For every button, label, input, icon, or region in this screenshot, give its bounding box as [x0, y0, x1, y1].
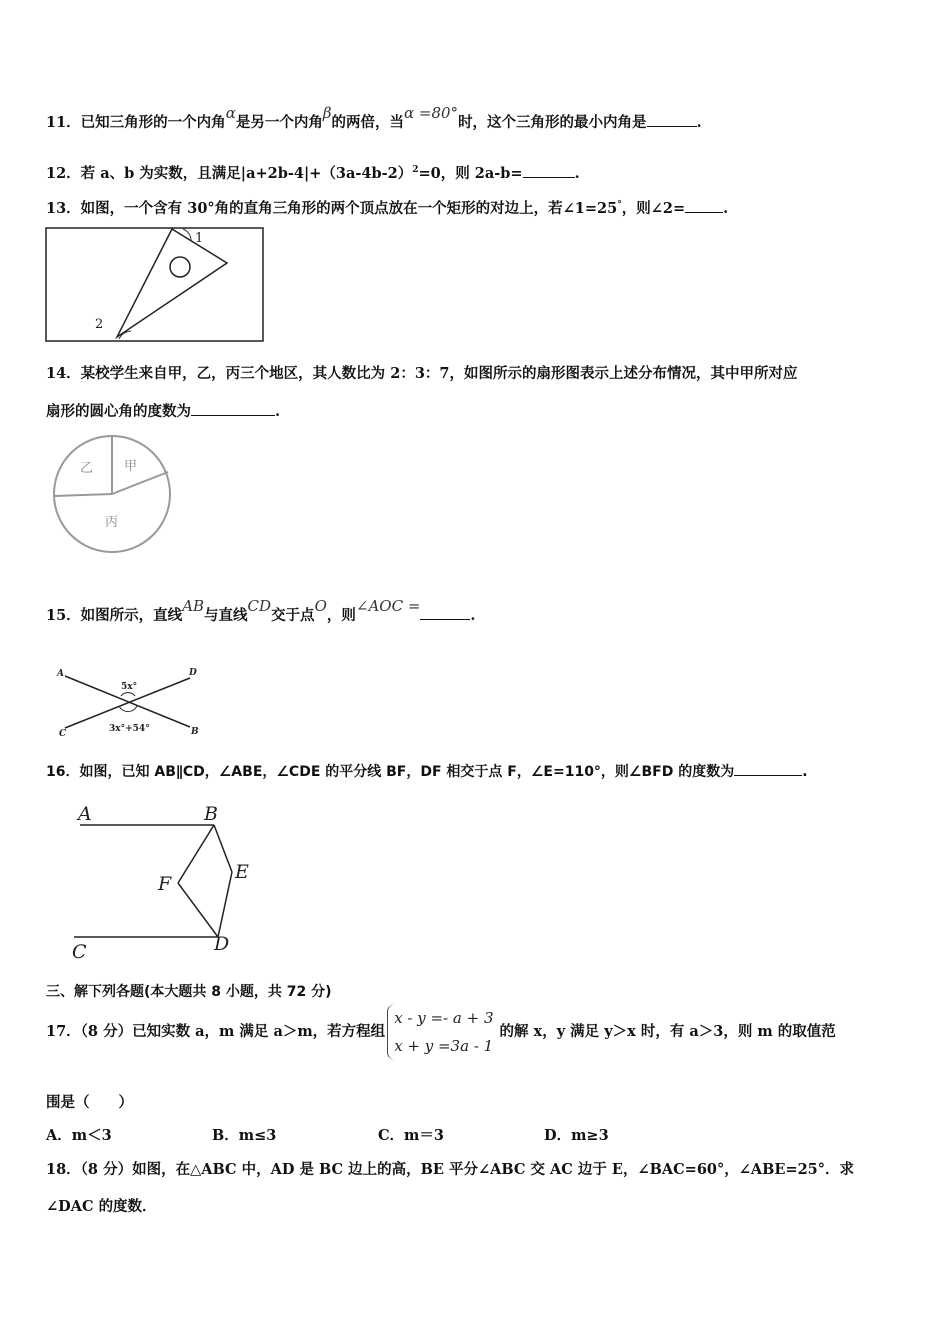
q13-figure — [45, 227, 265, 343]
q12-text: =0，则 2a-b= — [418, 165, 523, 182]
pie-divider-left — [54, 494, 112, 496]
answer-blank — [191, 401, 275, 416]
equation-2: x + y =3a - 1 — [394, 1037, 494, 1055]
angle-2-label: 2 — [95, 317, 104, 332]
angle-1-label: 1 — [195, 231, 204, 246]
equation-1: x - y =- a + 3 — [394, 1009, 494, 1027]
option-c: C．m＝3 — [378, 1127, 444, 1144]
q14-text: 14．某校学生来自甲，乙，丙三个地区，其人数比为 2：3：7，如图所示的扇形图表示上述分布情况，其中甲所对应 — [46, 365, 798, 382]
q13-text: ，则∠2= — [621, 200, 686, 217]
q11-text: 的两倍，当 — [331, 114, 404, 131]
q17-text: 17．（8 分）已知实数 a，m 满足 a＞m，若方程组 — [46, 1023, 386, 1040]
bottom-angle-arc — [119, 706, 137, 712]
q15-text: 15．如图所示，直线 — [46, 607, 183, 624]
triangle-hole — [170, 257, 190, 277]
answer-blank — [734, 761, 802, 776]
segment-bf — [178, 825, 214, 883]
q15-figure — [55, 664, 205, 740]
question-18: 18．（8 分）如图，在△ABC 中，AD 是 BC 边上的高，BE 平分∠ABC 交 AC 边于 E，∠BAC=60°，∠ABE=25°．求 — [46, 1161, 855, 1178]
segment-ed — [218, 872, 232, 937]
sector-bing-label: 丙 — [105, 515, 119, 530]
q16-figure — [68, 800, 258, 964]
sector-yi-label: 乙 — [80, 461, 94, 476]
q11-end: . — [696, 114, 702, 131]
point-b-label: B — [204, 803, 218, 825]
q15-end: . — [470, 607, 476, 624]
point-d-label: D — [189, 668, 197, 678]
q15-text: 与直线 — [204, 607, 248, 624]
q15-angle: ∠AOC = — [355, 597, 421, 615]
q17-text: 的解 x，y 满足 y＞x 时，有 a＞3，则 m 的取值范 — [499, 1023, 836, 1040]
question-13 — [46, 195, 728, 219]
option-d: D．m≥3 — [544, 1127, 609, 1144]
q13-end: . — [723, 200, 729, 217]
bottom-angle-label: 3x°+54° — [109, 724, 150, 734]
segment-fd — [178, 883, 218, 937]
top-angle-label: 5x° — [121, 682, 138, 692]
answer-blank — [685, 198, 723, 213]
q16-end: . — [802, 764, 808, 780]
answer-blank — [523, 163, 575, 178]
sector-jia-label: 甲 — [124, 459, 138, 474]
q16-text: 16．如图，已知 AB∥CD，∠ABE，∠CDE 的平分线 BF，DF 相交于点 F，∠E=110°，则∠BFD 的度数为 — [46, 764, 735, 780]
right-triangle — [117, 229, 227, 337]
option-b: B．m≤3 — [212, 1127, 277, 1144]
point-a-label: A — [78, 803, 92, 825]
answer-blank — [647, 112, 697, 127]
pie-chart — [50, 434, 174, 558]
point-a-label: A — [57, 669, 64, 679]
question-14 — [46, 364, 798, 384]
point-f-label: F — [158, 873, 172, 895]
question-18-continued: ∠DAC 的度数． — [46, 1198, 157, 1215]
question-12 — [46, 160, 580, 184]
question-15 — [46, 597, 476, 626]
question-17 — [46, 1004, 836, 1060]
q15-line-ab: AB — [182, 597, 205, 615]
rectangle — [46, 228, 263, 341]
point-c-label: C — [72, 941, 87, 963]
question-16 — [46, 761, 808, 782]
q15-line-cd: CD — [247, 597, 272, 615]
q11-condition: α =80° — [404, 104, 459, 122]
point-e-label: E — [235, 861, 249, 883]
answer-blank — [420, 605, 470, 620]
option-a: A．m＜3 — [46, 1127, 112, 1144]
point-b-label: B — [191, 727, 199, 737]
q15-text: 交于点 — [271, 607, 315, 624]
q11-text: 是另一个内角 — [235, 114, 323, 131]
question-14-continued — [46, 401, 280, 422]
top-angle-arc — [121, 693, 135, 696]
section-3-heading: 三、解下列各题(本大题共 8 小题，共 72 分) — [46, 984, 332, 1000]
q12-exponent: 2 — [412, 165, 419, 175]
q13-degree: ° — [617, 200, 622, 210]
segment-be — [214, 825, 232, 872]
q11-alpha: α — [225, 104, 236, 122]
pie-divider-right — [112, 472, 168, 494]
question-17-continued: 围是（ ） — [46, 1094, 133, 1111]
q12-text: 12．若 a、b 为实数，且满足|a+2b-4|+（3a-4b-2） — [46, 165, 413, 182]
question-11 — [46, 104, 702, 133]
point-c-label: C — [59, 729, 67, 739]
q15-point-o: O — [314, 597, 327, 615]
q11-text: 时，这个三角形的最小内角是 — [458, 114, 647, 131]
q11-text: 11．已知三角形的一个内角 — [46, 114, 226, 131]
equation-system — [387, 1004, 493, 1060]
q13-text: 13．如图，一个含有 30°角的直角三角形的两个顶点放在一个矩形的对边上，若∠1=25 — [46, 200, 618, 217]
q17-options — [46, 1126, 710, 1146]
q14-text: 扇形的圆心角的度数为 — [46, 403, 191, 420]
q12-end: . — [574, 165, 580, 182]
point-d-label: D — [214, 933, 230, 955]
q15-text: ，则 — [326, 607, 356, 624]
q14-end: . — [275, 403, 281, 420]
q11-beta: β — [322, 104, 332, 122]
